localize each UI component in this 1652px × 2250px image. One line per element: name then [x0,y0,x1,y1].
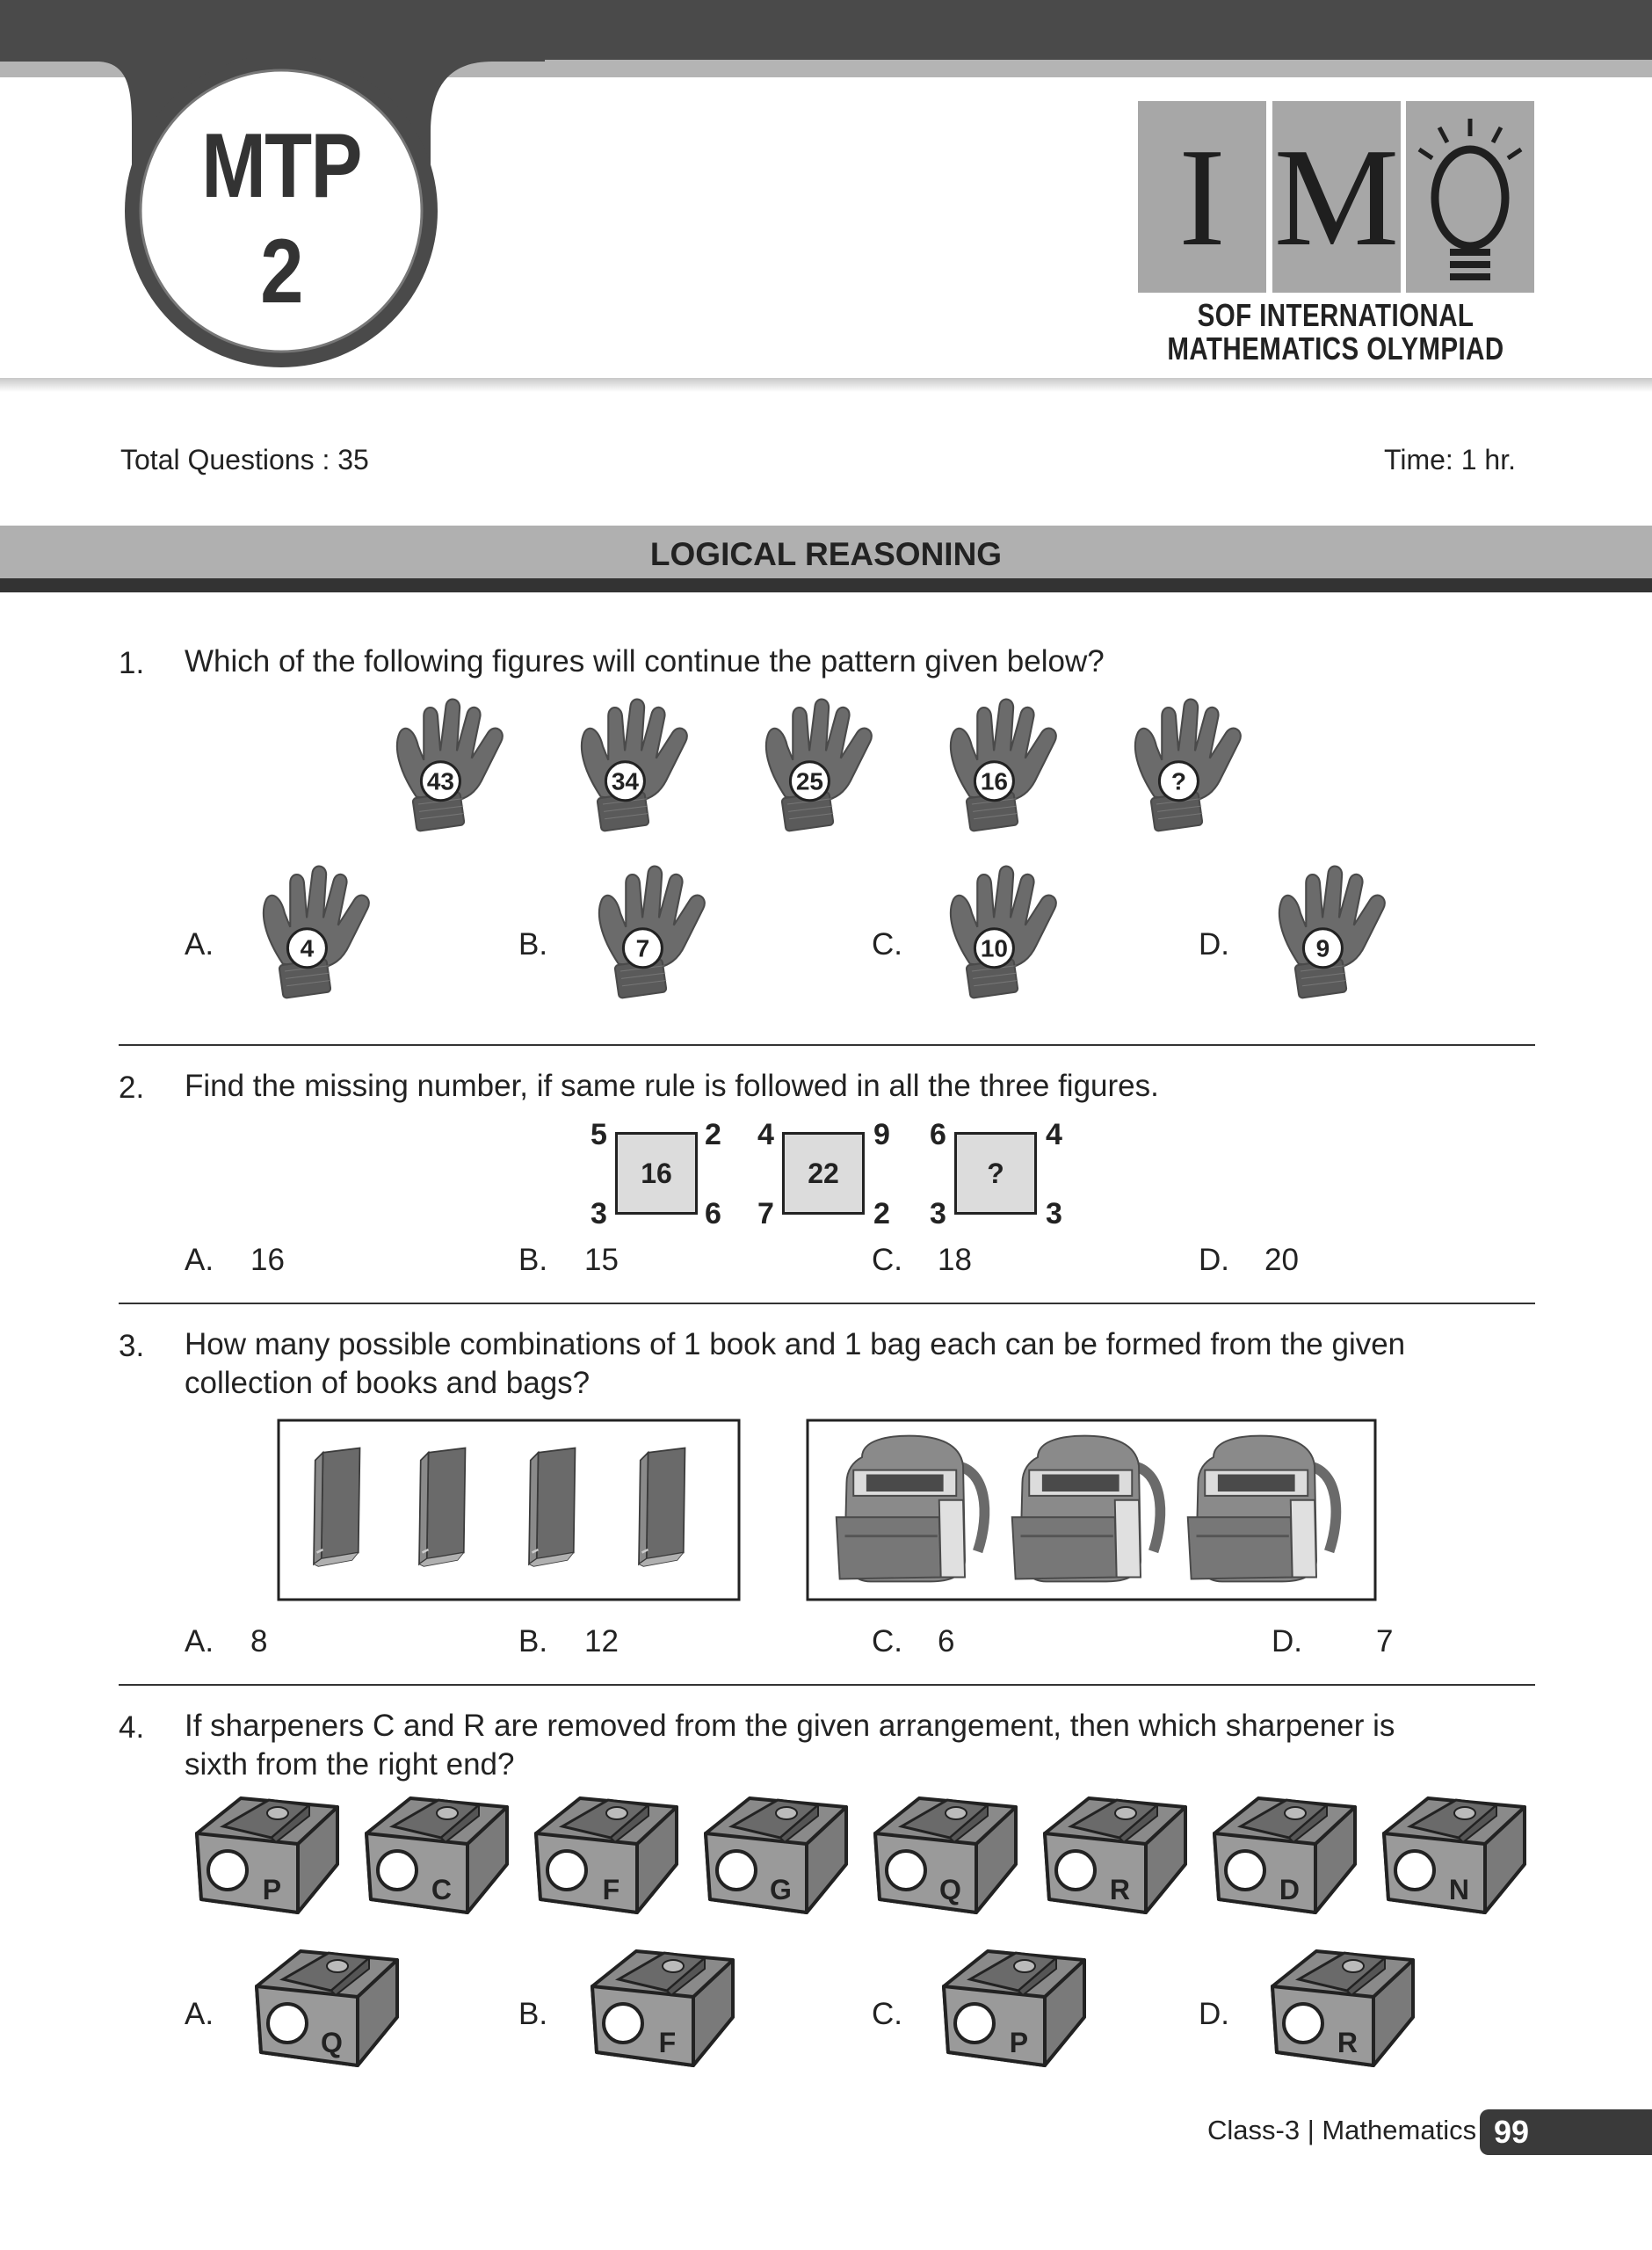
glove-number: 4 [300,934,315,962]
books-box [277,1419,741,1601]
logo-caption-line1: SOF INTERNATIONAL [1197,297,1474,333]
glove-number: 25 [795,767,823,795]
q4-sharpener [1375,1789,1533,1930]
q2-fig2-bottom-right: 2 [873,1197,890,1230]
book-icon [639,1448,685,1567]
sharpener-letter: D [1279,1873,1300,1905]
total-questions: Total Questions : 35 [120,444,369,475]
q4-text-line2: sixth from the right end? [185,1747,515,1782]
sharpener-letter: P [1009,2026,1029,2058]
logo-letter-i: I [1178,119,1226,275]
sharpener-letter: F [602,1873,620,1905]
q2-fig1-square: 16 [615,1132,698,1215]
q2-option-d-label[interactable]: D. [1199,1243,1229,1277]
sharpener-letter: R [1109,1873,1130,1905]
q3-option-d-label[interactable]: D. [1272,1624,1302,1658]
q1-option-d-label[interactable]: D. [1199,927,1229,962]
q4-number: 4. [119,1710,145,1745]
sharpener-letter: Q [320,2026,343,2058]
q2-fig2-square: 22 [782,1132,865,1215]
logo-caption-line2: MATHEMATICS OLYMPIAD [1167,330,1504,367]
glove-number: 9 [1315,934,1330,962]
q4-sharpener [1206,1789,1364,1930]
q4-sharpener [358,1789,516,1930]
divider [119,1684,1535,1686]
glove-number: ? [1170,767,1186,795]
q1-text: Which of the following figures will continue the pattern given below? [185,644,1105,679]
q4-option-sharpener [1264,1942,1422,2083]
sharpener-letter: F [658,2026,677,2058]
q2-option-b-value[interactable]: 15 [584,1243,619,1277]
q1-pattern-glove [933,690,1090,839]
q4-option-a-label[interactable]: A. [185,1997,214,2031]
q3-option-b-value[interactable]: 12 [584,1624,619,1658]
q1-option-b-label[interactable]: B. [518,927,548,962]
q2-option-d-value[interactable]: 20 [1264,1243,1299,1277]
q2-fig3-bottom-left: 3 [930,1197,946,1230]
sharpener-letter: N [1448,1873,1469,1905]
q3-option-c-value[interactable]: 6 [938,1624,955,1658]
logo-letter-m: M [1273,119,1400,275]
q4-sharpener [1036,1789,1194,1930]
sharpener-letter: R [1337,2026,1358,2058]
q1-option-a-label[interactable]: A. [185,927,214,962]
q2-fig3-top-right: 4 [1046,1118,1062,1151]
q1-option-glove [1262,857,1418,1006]
q1-option-c-label[interactable]: C. [872,927,902,962]
glove-number: 43 [426,767,454,795]
q2-option-b-label[interactable]: B. [518,1243,548,1277]
q1-option-glove [933,857,1090,1006]
q4-option-d-label[interactable]: D. [1199,1997,1229,2031]
book-icon [419,1448,466,1567]
glove-number: 10 [980,934,1008,962]
q1-pattern-glove [749,690,905,839]
q2-text: Find the missing number, if same rule is followed in all the three figures. [185,1069,1159,1103]
q2-fig2-top-right: 9 [873,1118,890,1151]
q3-option-a-label[interactable]: A. [185,1624,214,1658]
section-title: LOGICAL REASONING [649,536,1003,572]
q2-option-a-label[interactable]: A. [185,1243,214,1277]
sharpener-letter: Q [938,1873,961,1905]
q3-text-line1: How many possible combinations of 1 book and 1 bag each can be formed from the given [185,1327,1406,1361]
book-icon [314,1448,360,1567]
q3-option-b-label[interactable]: B. [518,1624,548,1658]
q2-fig1-bottom-right: 6 [705,1197,721,1230]
divider [119,1303,1535,1304]
q2-fig3-top-left: 6 [930,1118,946,1151]
q2-option-c-value[interactable]: 18 [938,1243,972,1277]
q2-fig3-bottom-right: 3 [1046,1197,1062,1230]
q1-pattern-glove [380,690,536,839]
section-bar-underline [0,578,1652,592]
lightbulb-icon [1406,101,1534,293]
glove-number: 7 [635,934,650,962]
bags-box [806,1419,1377,1601]
q4-sharpener [697,1789,855,1930]
q1-option-glove [582,857,738,1006]
q4-option-c-label[interactable]: C. [872,1997,902,2031]
q1-pattern-glove [1118,690,1274,839]
page-number: 99 [1494,2114,1530,2150]
q3-option-a-value[interactable]: 8 [250,1624,268,1658]
badge-number: 2 [260,221,302,323]
sharpener-letter: G [769,1873,792,1905]
q3-option-c-label[interactable]: C. [872,1624,902,1658]
q1-option-glove [246,857,402,1006]
badge-title: MTP [201,115,361,217]
book-icon [529,1448,576,1567]
glove-number: 16 [980,767,1008,795]
q4-sharpener [527,1789,685,1930]
q4-sharpener [866,1789,1025,1930]
time-limit: Time: 1 hr. [1384,444,1516,475]
q4-option-b-label[interactable]: B. [518,1997,548,2031]
q2-fig1-bottom-left: 3 [591,1197,607,1230]
q3-option-d-value[interactable]: 7 [1376,1624,1394,1658]
q2-option-c-label[interactable]: C. [872,1243,902,1277]
q4-option-sharpener [583,1942,742,2083]
q4-sharpener [188,1789,346,1930]
q3-number: 3. [119,1329,145,1363]
divider [119,1044,1535,1046]
q4-option-sharpener [935,1942,1093,2083]
footer-class-label: Class-3 | Mathematics [1207,2115,1477,2145]
sharpener-letter: C [431,1873,452,1905]
glove-number: 34 [611,767,639,795]
q2-fig1-top-right: 2 [705,1118,721,1151]
q2-option-a-value[interactable]: 16 [250,1243,285,1277]
q2-fig2-top-left: 4 [757,1118,774,1151]
q2-number: 2. [119,1071,145,1105]
q4-option-sharpener [248,1942,406,2083]
sharpener-letter: P [262,1873,282,1905]
q2-fig3-square: ? [954,1132,1037,1215]
q1-pattern-glove [564,690,721,839]
q1-number: 1. [119,646,145,680]
q4-text-line1: If sharpeners C and R are removed from the given arrangement, then which sharpener is [185,1709,1395,1743]
q3-text-line2: collection of books and bags? [185,1366,591,1400]
q2-fig2-bottom-left: 7 [757,1197,774,1230]
q2-fig1-top-left: 5 [591,1118,607,1151]
